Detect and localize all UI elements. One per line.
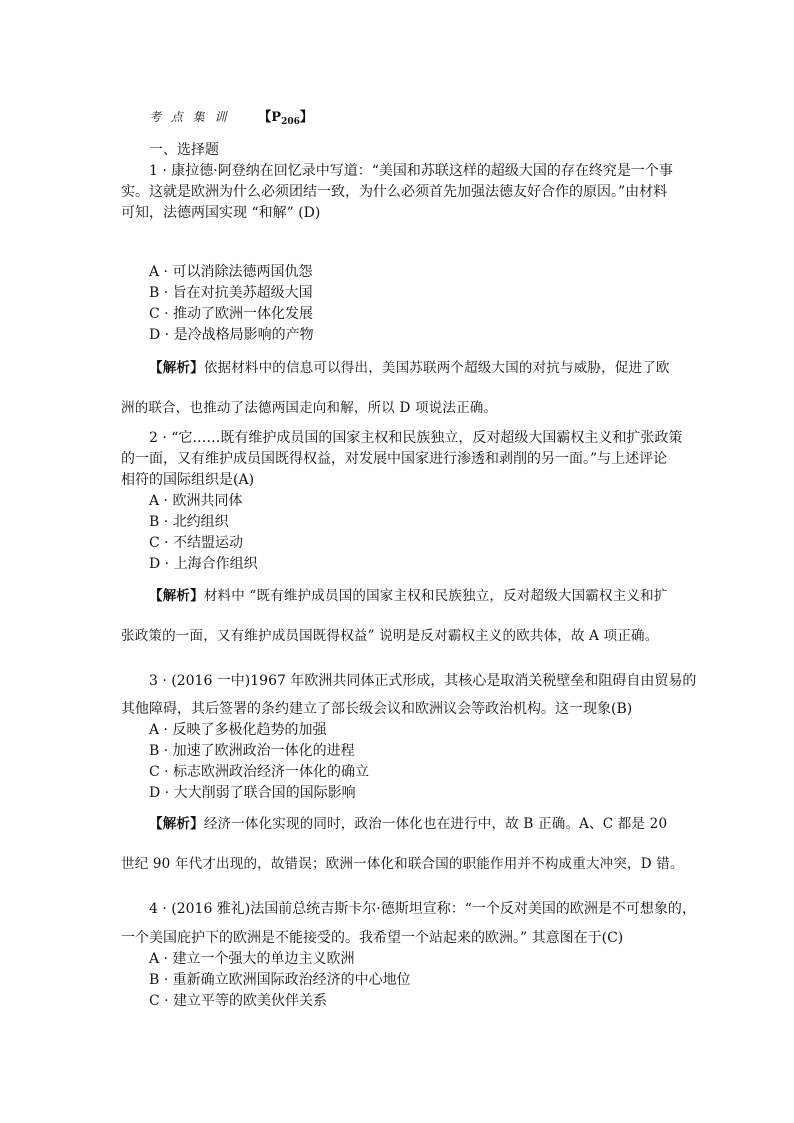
q1-stem-line: 实。这就是欧洲为什么必须团结一致，为什么必须首先加强法德友好合作的原因。”由材料 [121, 184, 668, 200]
q2-stem-line: 的一面，又有维护成员国既得权益，对发展中国家进行渗透和剥削的另一面。”与上述评论 [121, 451, 668, 467]
q2-option-d: D · 上海合作组织 [149, 556, 258, 572]
q3-analysis: 【解析】经济一体化实现的同时，政治一体化也在进行中，故 B 正确。A、C 都是 20 [149, 816, 668, 832]
header-title: 考 点 集 训 [149, 110, 230, 124]
analysis-label: 【解析】 [149, 588, 204, 604]
q2-option-b: B · 北约组织 [149, 514, 229, 530]
q1-option-b: B · 旨在对抗美苏超级大国 [149, 285, 313, 301]
section-header [149, 108, 313, 131]
q2-option-a: A · 欧洲共同体 [149, 493, 243, 509]
q4-stem-line: 一个美国庇护下的欧洲是不能接受的。我希望一个站起来的欧洲。” 其意图在于(C) [121, 930, 624, 946]
q1-option-c: C · 推动了欧洲一体化发展 [149, 306, 314, 322]
q3-analysis-cont: 世纪 90 年代才出现的，故错误；欧洲一体化和联合国的职能作用并不构成重大冲突，D 错。 [121, 856, 684, 872]
q4-option-b: B · 重新确立欧洲国际政治经济的中心地位 [149, 972, 411, 988]
q1-analysis-cont: 洲的联合，也推动了法德两国走向和解，所以 D 项说法正确。 [121, 400, 498, 416]
q2-stem-line: 相符的国际组织是(A) [121, 472, 255, 488]
q3-stem-line: 3 · (2016 一中)1967 年欧洲共同体正式形成，其核心是取消关税壁垒和阻碍自由贸易的 [149, 673, 697, 689]
q4-option-a: A · 建立一个强大的单边主义欧洲 [149, 951, 355, 967]
q3-option-b: B · 加速了欧洲政治一体化的进程 [149, 743, 355, 759]
q4-option-c: C · 建立平等的欧美伙伴关系 [149, 993, 328, 1009]
q1-option-a: A · 可以消除法德两国仇怨 [149, 264, 313, 280]
q2-option-c: C · 不结盟运动 [149, 535, 244, 551]
q4-stem-line: 4 · (2016 雅礼)法国前总统吉斯卡尔·德斯坦宣称：“一个反对美国的欧洲是不可想象的， [149, 901, 696, 917]
q1-stem-line: 可知，法德两国实现 “和解” (D) [121, 205, 321, 221]
page-reference: 【$P_{206}$】 [258, 110, 313, 127]
section-title: 一、选择题 [149, 142, 219, 158]
q3-stem-line: 其他障碍，其后签署的条约建立了部长级会议和欧洲议会等政治机构。这一现象(B) [121, 701, 633, 717]
q3-option-a: A · 反映了多极化趋势的加强 [149, 722, 327, 738]
q1-stem-line: 1 · 康拉德·阿登纳在回忆录中写道：“美国和苏联这样的超级大国的存在终究是一个事 [149, 163, 673, 179]
q2-stem-line: 2 · “它……既有维护成员国的国家主权和民族独立，反对超级大国霸权主义和扩张政策 [149, 430, 683, 446]
q3-option-c: C · 标志欧洲政治经济一体化的确立 [149, 764, 370, 780]
q2-analysis: 【解析】材料中 “既有维护成员国的国家主权和民族独立，反对超级大国霸权主义和扩 [149, 588, 668, 604]
q1-analysis: 【解析】依据材料中的信息可以得出，美国苏联两个超级大国的对抗与威胁，促进了欧 [149, 360, 670, 376]
q1-option-d: D · 是冷战格局影响的产物 [149, 327, 314, 343]
q3-option-d: D · 大大削弱了联合国的国际影响 [149, 785, 356, 801]
analysis-label: 【解析】 [149, 360, 204, 376]
q2-analysis-cont: 张政策的一面，又有维护成员国既得权益” 说明是反对霸权主义的欧共体，故 A 项正确。 [121, 628, 659, 644]
analysis-label: 【解析】 [149, 816, 204, 832]
